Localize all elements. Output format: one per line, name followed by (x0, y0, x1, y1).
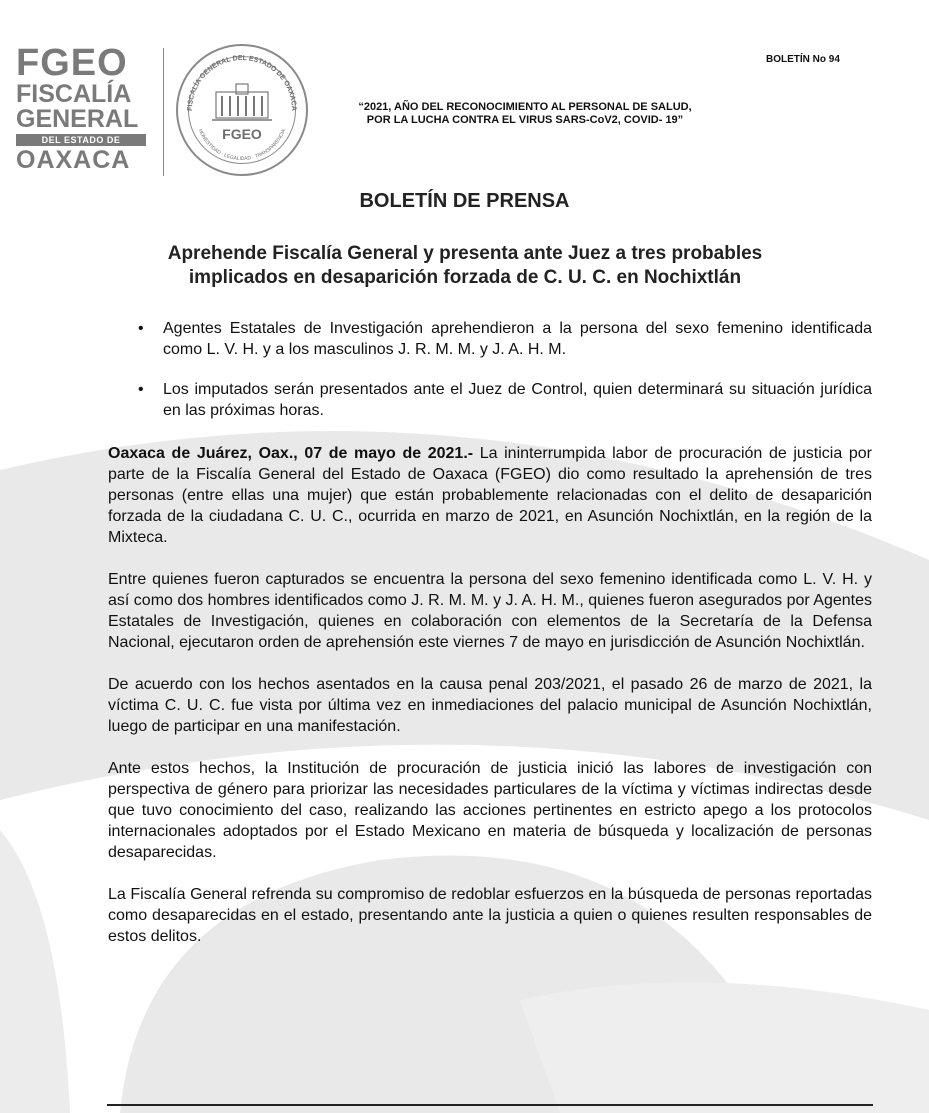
paragraph-3: De acuerdo con los hechos asentados en la causa penal 203/2021, el pasado 26 de marzo de 2021, la víctima C. U. C. fue vista por última vez en inmediaciones del palacio municipal de Asunción Nochixtlán, luego de participar en una manifestación. (108, 676, 872, 735)
fgeo-logo (16, 44, 146, 173)
year-motto (320, 101, 730, 127)
footer-rule (107, 1104, 873, 1106)
motto-line-1: “2021, AÑO DEL RECONOCIMIENTO AL PERSONAL DE SALUD, (358, 101, 692, 113)
svg-text:FISCALÍA GENERAL DEL ESTADO DE: FISCALÍA GENERAL DEL ESTADO DE OAXACA (186, 54, 298, 112)
headline (120, 242, 810, 290)
paragraph-1-text: La ininterrumpida labor de procuración de justicia por parte de la Fiscalía General del Estado de Oaxaca (FGEO) dio como resultado la aprehensión de tres personas (entre ellas una mujer) que están probablemente relacionadas con el delito de desaparición forzada de la ciudadana C. U. C., ocurrida en marzo de 2021, en Asunción Nochixtlán, en la región de la Mixteca. (108, 445, 872, 546)
page-title: BOLETÍN DE PRENSA (359, 190, 570, 212)
paragraph-1 (108, 443, 872, 548)
headline-line-2: implicados en desaparición forzada de C. U. C. en Nochixtlán (188, 267, 742, 288)
motto-line-2: POR LA LUCHA CONTRA EL VIRUS SARS-CoV2, COVID- 19” (366, 114, 684, 126)
bulletin-number: BOLETÍN No 94 (766, 54, 840, 65)
fiscalia-seal (176, 44, 308, 176)
logo-line-general: GENERAL (16, 105, 139, 133)
logo-line-oaxaca: OAXACA (16, 146, 131, 174)
summary-bullets (138, 318, 872, 440)
bullet-item: • Agentes Estatales de Investigación aprehendieron a la persona del sexo femenino identificada como L. V. H. y a los masculinos J. R. M. M. y J. A. H. M. (138, 318, 872, 360)
article-body (108, 443, 872, 968)
seal-building-icon (176, 44, 308, 176)
headline-line-1: Aprehende Fiscalía General y presenta ante Juez a tres probables (167, 243, 763, 264)
bullet-item: • Los imputados serán presentados ante el Juez de Control, quien determinará su situación jurídica en las próximas horas. (138, 379, 872, 421)
logo-line-del-estado: DEL ESTADO DE (16, 134, 146, 146)
dateline: Oaxaca de Juárez, Oax., 07 de mayo de 2021.- (108, 445, 474, 462)
logo-line-fiscalia: FISCALÍA (16, 80, 132, 108)
header-divider (163, 48, 164, 176)
logo-line-fgeo: FGEO (16, 42, 128, 84)
paragraph-5: La Fiscalía General refrenda su compromiso de redoblar esfuerzos en la búsqueda de personas reportadas como desaparecidas en el estado, presentando ante la justicia a quien o quienes resulten responsables de estos delitos. (108, 886, 872, 945)
svg-text:HONESTIDAD · LEGALIDAD · TRANS: HONESTIDAD · LEGALIDAD · TRANSPARENCIA (196, 128, 288, 163)
paragraph-2: Entre quienes fueron capturados se encuentra la persona del sexo femenino identificada como L. V. H. y así como dos hombres identificados como J. R. M. M. y J. A. H. M., quienes fueron asegurados por Agentes Estatales de Investigación, quienes en colaboración con elementos de la Secretaría de la Defensa Nacional, ejecutaron orden de aprehensión este viernes 7 de mayo en jurisdicción de Asunción Nochixtlán. (108, 571, 872, 651)
seal-label: FGEO (222, 126, 262, 142)
paragraph-4: Ante estos hechos, la Institución de procuración de justicia inició las labores de investigación con perspectiva de género para priorizar las necesidades particulares de la víctima y víctimas indirectas desde que tuvo conocimiento del caso, realizando las acciones pertinentes en estricto apego a los protocolos internacionales adoptados por el Estado Mexicano en materia de búsqueda y localización de personas desaparecidas. (108, 760, 872, 861)
